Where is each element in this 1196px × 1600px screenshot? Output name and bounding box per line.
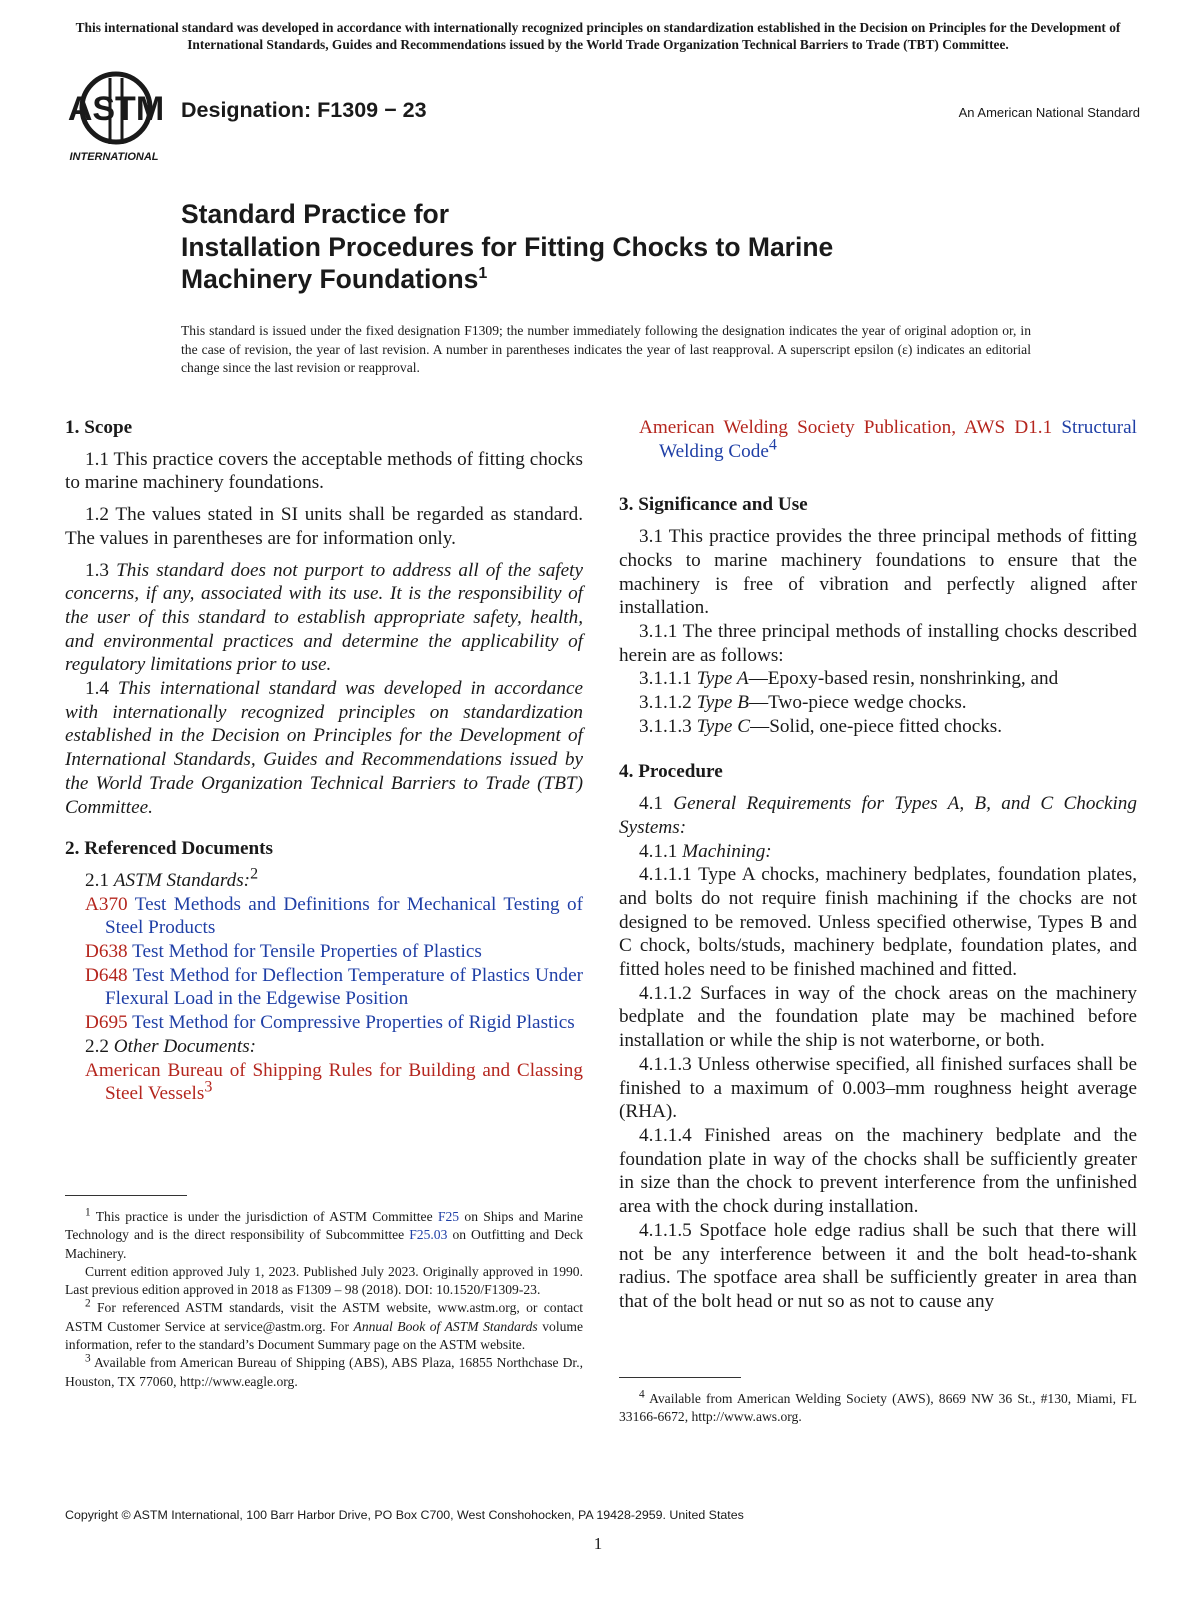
top-note: This international standard was developed in accordance with internationally recognized principles on standardization established in the Decision on Principles for the Development of International Standards, Guides and Recommendations issued by the World Trade Organization Technical Barriers to Trade (TBT) Committee. <box>75 20 1121 52</box>
para-4-1: 4.1 General Requirements for Types A, B, and C Chocking Systems: <box>619 793 1137 838</box>
para-1-3: 1.3 This standard does not purport to address all of the safety concerns, if any, associated with its use. It is the responsibility of the user of this standard to establish appropriate safety, health, and environmental practices and determine the applicability of regulatory limitations prior to use. <box>65 559 584 676</box>
footnote-divider-right <box>619 1377 741 1378</box>
ref-d638[interactable]: D638 Test Method for Tensile Properties of Plastics <box>85 941 482 963</box>
footnotes-right <box>619 1390 1137 1427</box>
footnote-mark-2[interactable]: 2 <box>250 865 259 883</box>
copyright: Copyright © ASTM International, 100 Barr Harbor Drive, PO Box C700, West Conshohocken, PA 19428-2959. United States <box>65 1508 744 1522</box>
para-1-1: 1.1 This practice covers the acceptable methods of fitting chocks to marine machinery foundations. <box>65 448 583 494</box>
footnote-4: $^4$ Available from American Welding Society (AWS), 8669 NW 36 St., #130, Miami, FL 33166-6672, http://www.aws.org. <box>619 1388 1137 1425</box>
left-column <box>65 416 583 1106</box>
ref-d695[interactable]: D695 Test Method for Compressive Properties of Rigid Plastics <box>85 1012 575 1034</box>
footnote-2: $^2$ For referenced ASTM standards, visit the ASTM website, www.astm.org, or contact ASTM Customer Service at service@astm.org. For Annual Book of ASTM Standards volume information, refer to the standard’s Document Summary page on the ASTM website. <box>65 1297 583 1353</box>
para-2-2: 2.2 Other Documents: <box>85 1035 257 1057</box>
para-4-1-1-5: 4.1.1.5 Spotface hole edge radius shall be such that there will not be any interference between it and the bolt head-to-shank radius. The spotface area shall be sufficiently greater in area than that of the bolt head or nut so as not to cause any <box>619 1219 1137 1312</box>
para-4-1-1-3: 4.1.1.3 Unless otherwise specified, all finished surfaces shall be finished to a maximum of 0.003–mm roughness height average (RHA). <box>619 1053 1137 1123</box>
designation: Designation: F1309 − 23 <box>181 98 427 122</box>
section-4-heading: 4. Procedure <box>619 761 723 783</box>
astm-logo <box>66 70 170 166</box>
astm-logo-icon <box>66 70 170 166</box>
document-title <box>181 198 833 296</box>
para-4-1-1: 4.1.1 Machining: <box>639 840 772 862</box>
footnote-mark-4[interactable]: 4 <box>768 436 777 454</box>
logo-sub: INTERNATIONAL <box>69 151 159 163</box>
item-3-1-1-2: 3.1.1.2 Type B—Two-piece wedge chocks. <box>639 692 967 714</box>
title-line-2: Installation Procedures for Fitting Chocks to Marine <box>181 231 834 262</box>
logo-letters: ASTM <box>67 90 165 128</box>
page-number: 1 <box>593 1534 603 1553</box>
footnote-divider-left <box>65 1195 187 1196</box>
ref-d648[interactable]: D648 Test Method for Deflection Temperature of Plastics Under Flexural Load in the Edgewise Position <box>85 964 583 1010</box>
para-2-1: 2.1 ASTM Standards:$^2$ <box>85 865 259 891</box>
para-4-1-1-4: 4.1.1.4 Finished areas on the machinery bedplate and the foundation plate in way of the chocks shall be sufficiently greater in size than the chock to prevent interference from the unfinished area with the chock during installation. <box>619 1124 1137 1218</box>
para-3-1-1: 3.1.1 The three principal methods of installing chocks described herein are as follows: <box>619 620 1137 666</box>
para-1-2: 1.2 The values stated in SI units shall be regarded as standard. The values in parentheses are for information only. <box>65 504 583 549</box>
para-1-4: 1.4 This international standard was developed in accordance with internationally recognized principles on standardization established in the Decision on Principles for the Development of International Standards, Guides and Recommendations issued by the World Trade Organization Technical Barriers to Trade (TBT) Committee. <box>65 678 583 818</box>
section-2-heading: 2. Referenced Documents <box>65 838 273 860</box>
footnotes-left <box>65 1208 583 1391</box>
ref-aws-d1-1[interactable]: American Welding Society Publication, AWS D1.1 Structural Welding Code$^4$ <box>639 417 1138 462</box>
right-column <box>619 416 1137 1314</box>
footnote-mark-3[interactable]: 3 <box>204 1078 213 1096</box>
footnote-3: $^3$ Available from American Bureau of Shipping (ABS), ABS Plaza, 16855 Northchase Dr., Houston, TX 77060, http://www.eagle.org. <box>65 1352 583 1389</box>
title-line-1: Standard Practice for <box>181 199 450 229</box>
link-f25-03[interactable]: F25.03 <box>409 1227 448 1243</box>
title-line-3: Machinery Foundations$^1$ <box>181 264 488 294</box>
item-3-1-1-3: 3.1.1.3 Type C—Solid, one-piece fitted chocks. <box>639 715 1003 737</box>
footnote-1-edition: Current edition approved July 1, 2023. Published July 2023. Originally approved in 1990. Last previous edition approved in 2018 as F1309 – 98 (2018). DOI: 10.1520/F1309-23. <box>65 1263 583 1298</box>
link-f25[interactable]: F25 <box>437 1209 460 1224</box>
title-footnote-mark[interactable]: 1 <box>478 265 488 283</box>
para-4-1-1-1: 4.1.1.1 Type A chocks, machinery bedplates, foundation plates, and bolts do not require finish machining if the chocks are not designed to be removed. Unless specified otherwise, Types B and C chock, bolts/studs, machinery bedplate, foundation plates, and fitted holes need to be finished machined and fitted. <box>619 864 1137 981</box>
para-3-1: 3.1 This practice provides the three principal methods of fitting chocks to marine machinery foundations to ensure that the machinery is free of vibration and perfectly aligned after installation. <box>619 526 1137 619</box>
american-national-standard: An American National Standard <box>958 105 1140 120</box>
ref-abs-rules[interactable]: American Bureau of Shipping Rules for Building and Classing Steel Vessels$^3$ <box>85 1059 583 1105</box>
section-1-heading: 1. Scope <box>65 417 133 438</box>
item-3-1-1-1: 3.1.1.1 Type A—Epoxy-based resin, nonshrinking, and <box>639 668 1059 690</box>
issued-note: This standard is issued under the fixed designation F1309; the number immediately following the designation indicates the year of original adoption or, in the case of revision, the year of last revision. A number in parentheses indicates the year of last reapproval. A superscript epsilon (ε) indicates an editorial change since the last revision or reapproval. <box>181 323 1031 375</box>
ref-a370[interactable]: A370 Test Methods and Definitions for Mechanical Testing of Steel Products <box>85 893 583 939</box>
section-3-heading: 3. Significance and Use <box>619 494 808 516</box>
footnote-1: $^1$ This practice is under the jurisdiction of ASTM Committee F25 on Ships and Marine Technology and is the direct responsibility of Subcommittee F25.03 on Outfitting and Deck Machinery. <box>65 1206 584 1261</box>
para-4-1-1-2: 4.1.1.2 Surfaces in way of the chock areas on the machinery bedplate and the foundation plate may be machined before installation or while the ship is not waterborne, or both. <box>619 982 1137 1052</box>
